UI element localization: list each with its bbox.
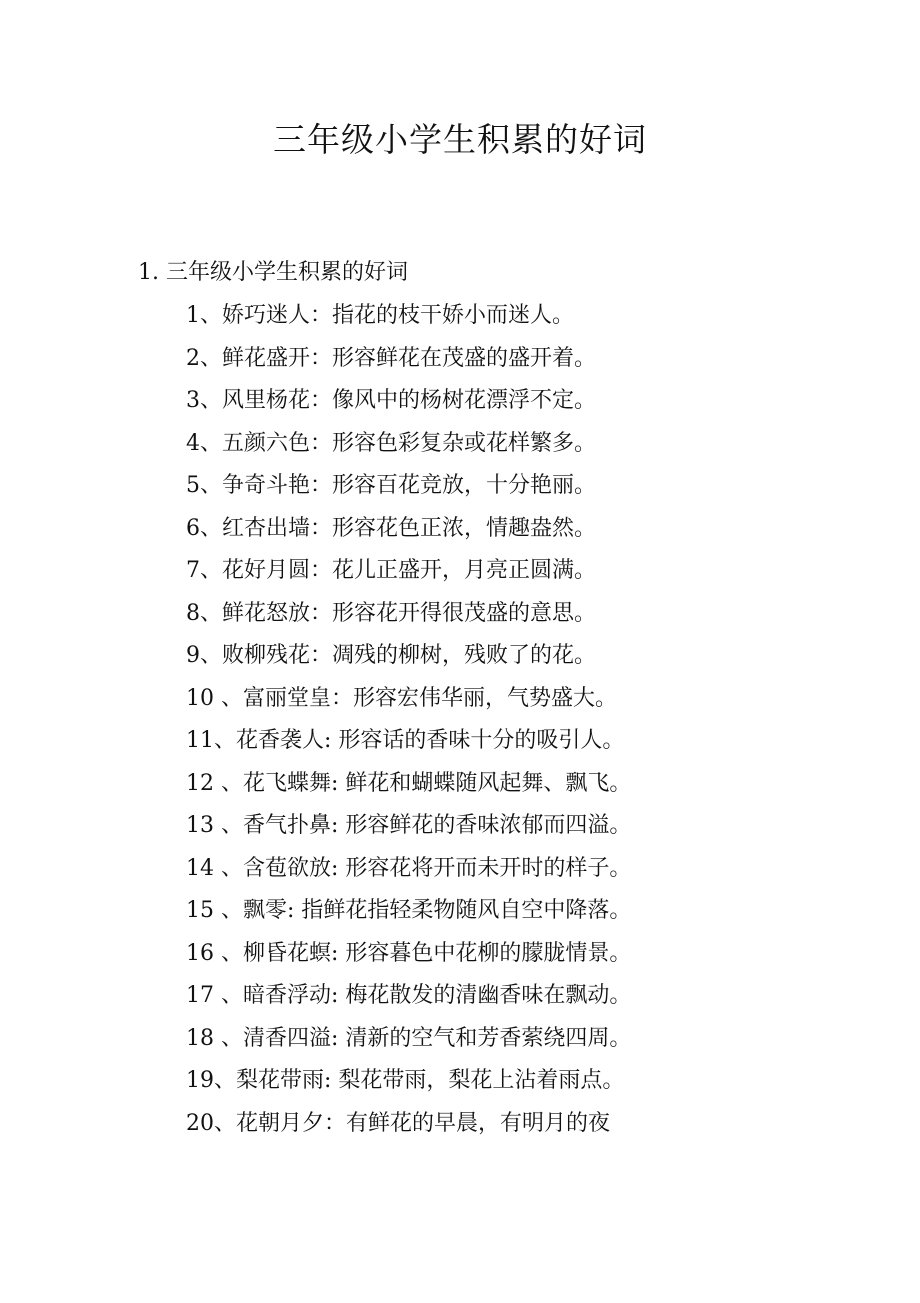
list-item: 10 、富丽堂皇：形容宏伟华丽，气势盛大。: [186, 685, 617, 711]
list-item: 9、败柳残花：凋残的柳树，残败了的花。: [186, 643, 596, 668]
list-item: 12 、花飞蝶舞: 鲜花和蝴蝶随风起舞、飘飞。: [186, 770, 632, 796]
entry-list: [186, 298, 631, 1148]
list-item: 2、鲜花盛开：形容鲜花在茂盛的盛开着。: [186, 345, 596, 371]
list-item: 11、花香袭人: 形容话的香味十分的吸引人。: [186, 728, 625, 753]
list-item: 14 、含苞欲放: 形容花将开而未开时的样子。: [186, 855, 632, 881]
list-item: 8、鲜花怒放：形容花开得很茂盛的意思。: [186, 600, 596, 626]
page-title: 三年级小学生积累的好词: [273, 120, 647, 159]
list-item: 17 、暗香浮动: 梅花散发的清幽香味在飘动。: [186, 983, 632, 1008]
list-item: 13 、香气扑鼻: 形容鲜花的香味浓郁而四溢。: [186, 813, 632, 838]
list-item: 15 、飘零: 指鲜花指轻柔物随风自空中降落。: [186, 898, 632, 923]
list-item: 16 、柳昏花螟: 形容暮色中花柳的朦胧情景。: [186, 940, 632, 966]
list-item: 4、五颜六色：形容色彩复杂或花样繁多。: [186, 430, 596, 456]
list-item: 7、花好月圆：花儿正盛开，月亮正圆满。: [186, 558, 596, 583]
list-item: 3、风里杨花：像风中的杨树花漂浮不定。: [186, 388, 596, 413]
list-item: 20、花朝月夕：有鲜花的早晨，有明月的夜: [186, 1110, 610, 1136]
list-item: 5、争奇斗艳：形容百花竞放，十分艳丽。: [186, 473, 596, 498]
list-item: 19、梨花带雨: 梨花带雨，梨花上沾着雨点。: [186, 1068, 625, 1093]
section-heading: 1. 三年级小学生积累的好词: [138, 260, 408, 285]
list-item: 1、娇巧迷人：指花的枝干娇小而迷人。: [186, 303, 574, 328]
list-item: 6、红杏出墙：形容花色正浓，情趣盎然。: [186, 515, 596, 541]
list-item: 18 、清香四溢: 清新的空气和芳香萦绕四周。: [186, 1025, 632, 1051]
